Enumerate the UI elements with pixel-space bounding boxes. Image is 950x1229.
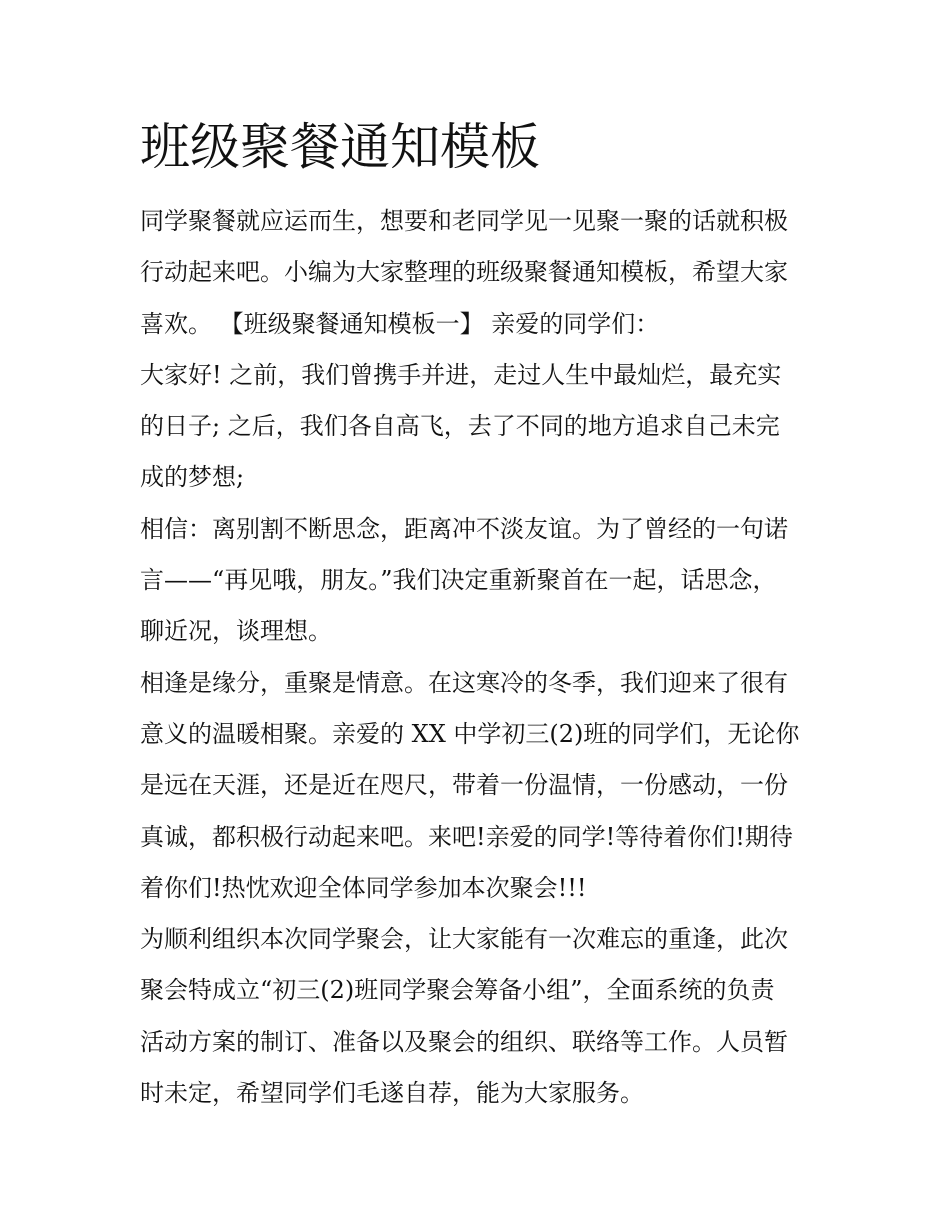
body-line: 大家好! 之前，我们曾携手并进，走过人生中最灿烂，最充实 [140, 360, 782, 389]
body-line: 为顺利组织本次同学聚会，让大家能有一次难忘的重逢，此次 [140, 925, 788, 954]
body-line: 是远在天涯，还是近在咫尺，带着一份温情，一份感动，一份 [140, 771, 788, 800]
body-line: 着你们!热忱欢迎全体同学参加本次聚会!!! [140, 873, 587, 902]
body-line: 相信：离别割不断思念，距离冲不淡友谊。为了曾经的一句诺 [140, 514, 788, 543]
body-line: 真诚，都积极行动起来吧。来吧!亲爱的同学!等待着你们!期待 [140, 822, 793, 851]
body-line: 的日子; 之后，我们各自高飞，去了不同的地方追求自己未完 [140, 412, 780, 441]
document-body [140, 196, 820, 1119]
body-line: 活动方案的制订、准备以及聚会的组织、联络等工作。人员暂 [140, 1027, 788, 1056]
body-line: 相逢是缘分，重聚是情意。在这寒冷的冬季，我们迎来了很有 [140, 668, 788, 697]
body-line: 时未定，希望同学们毛遂自荐，能为大家服务。 [140, 1079, 644, 1108]
body-line: 聚会特成立“初三(2)班同学聚会筹备小组”，全面系统的负责 [140, 976, 775, 1005]
body-line: 行动起来吧。小编为大家整理的班级聚餐通知模板，希望大家 [140, 258, 788, 287]
body-line: 成的梦想; [140, 463, 245, 492]
body-line: 同学聚餐就应运而生，想要和老同学见一见聚一聚的话就积极 [140, 207, 788, 235]
document-title: 班级聚餐通知模板 [140, 118, 540, 176]
body-line: 聊近况，谈理想。 [140, 617, 332, 646]
body-line: 言——“再见哦，朋友。”我们决定重新聚首在一起，话思念， [140, 566, 777, 595]
body-line: 意义的温暖相聚。亲爱的 XX 中学初三(2)班的同学们，无论你 [140, 719, 800, 748]
body-line: 喜欢。 【班级聚餐通知模板一】 亲爱的同学们： [140, 309, 660, 338]
